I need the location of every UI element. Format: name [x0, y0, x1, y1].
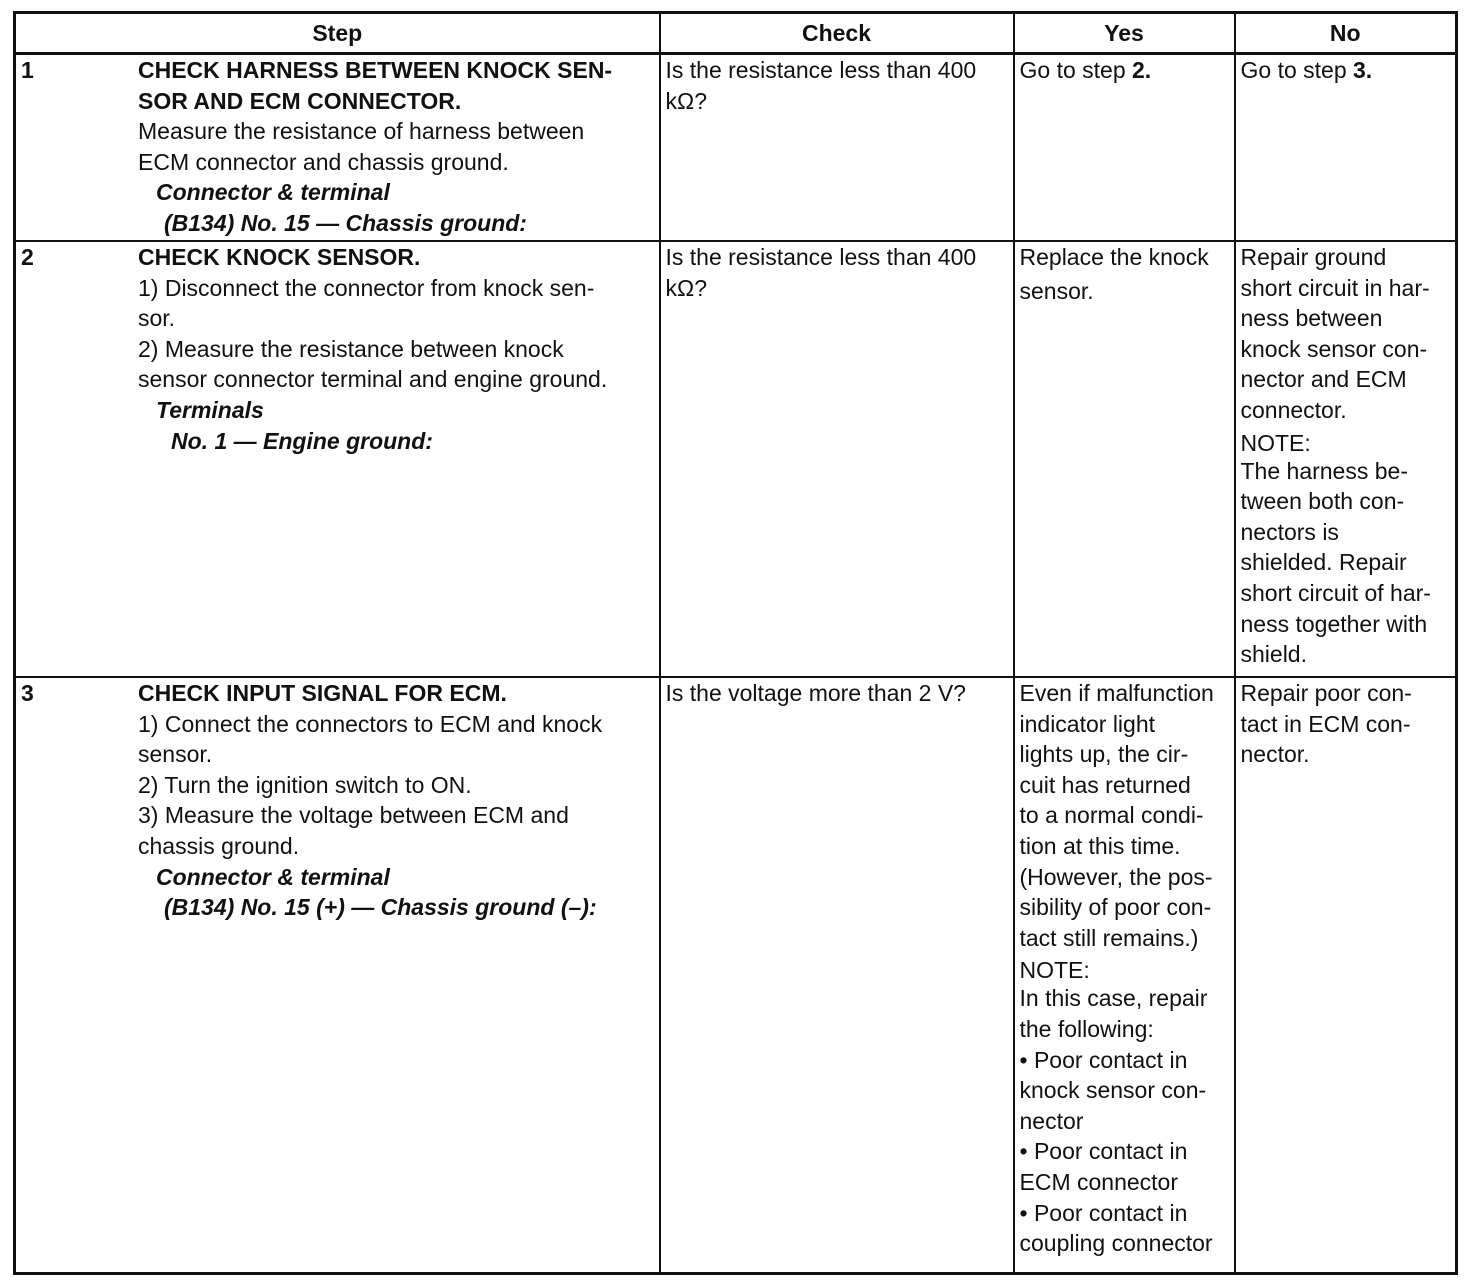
step-line: sor.: [138, 305, 176, 332]
header-step: Step: [15, 13, 660, 54]
step-number: 2: [21, 244, 34, 270]
note-line: coupling connector: [1019, 1230, 1213, 1257]
yes-line: sibility of poor con-: [1019, 894, 1212, 921]
check-line: Is the voltage more than 2 V?: [665, 680, 966, 706]
yes-cell: [1014, 54, 1235, 242]
step-number: 1: [21, 57, 34, 83]
note-line: In this case, repair: [1019, 985, 1208, 1012]
step-title: CHECK INPUT SIGNAL FOR ECM.: [138, 680, 507, 706]
note-label: NOTE:: [1019, 957, 1090, 984]
note-line: ECM connector: [1019, 1168, 1179, 1195]
yes-text: Go to step: [1019, 57, 1133, 83]
check-line: kΩ?: [665, 87, 707, 114]
step-title-cont: SOR AND ECM CONNECTOR.: [138, 87, 462, 114]
no-line: knock sensor con-: [1240, 335, 1428, 362]
yes-step-ref: 2.: [1132, 57, 1152, 83]
check-line: kΩ?: [665, 274, 707, 301]
step-body: [138, 678, 659, 923]
no-line: short circuit in har-: [1240, 274, 1430, 301]
step-line: 1) Disconnect the connector from knock sen-: [138, 274, 595, 301]
note-line: The harness be-: [1240, 457, 1408, 484]
step-line: sensor.: [138, 741, 213, 768]
yes-line: tion at this time.: [1019, 832, 1181, 859]
no-line: ness between: [1240, 305, 1383, 332]
note-line: ness together with: [1240, 610, 1428, 637]
table-row: [15, 54, 1457, 242]
header-no: No: [1235, 13, 1457, 54]
step-line: sensor connector terminal and engine ground.: [138, 366, 608, 393]
no-line: nector and ECM: [1240, 366, 1407, 393]
note-line: shield.: [1240, 641, 1307, 668]
yes-line: to a normal condi-: [1019, 802, 1204, 829]
header-yes: Yes: [1014, 13, 1235, 54]
table-row: [15, 677, 1457, 1274]
spec-label: Connector & terminal: [156, 179, 390, 206]
yes-line: cuit has returned: [1019, 771, 1191, 798]
step-cell: [15, 241, 660, 677]
check-cell: [660, 54, 1014, 242]
step-cell: [15, 54, 660, 242]
note-line: nector: [1019, 1107, 1084, 1134]
header-check: Check: [660, 13, 1014, 54]
note-line: the following:: [1019, 1015, 1154, 1042]
check-cell: [660, 241, 1014, 677]
step-line: Measure the resistance of harness between: [138, 118, 585, 145]
no-line: nector.: [1240, 741, 1310, 768]
bullet-item: • Poor contact in: [1019, 1138, 1188, 1165]
note-body: [1241, 456, 1451, 670]
check-line: Is the resistance less than 400: [665, 244, 977, 270]
no-cell: [1235, 677, 1457, 1274]
step-line: 2) Measure the resistance between knock: [138, 335, 564, 362]
yes-line: lights up, the cir-: [1019, 741, 1189, 768]
table-row: [15, 241, 1457, 677]
yes-line: (However, the pos-: [1019, 863, 1213, 890]
check-cell: [660, 677, 1014, 1274]
diagnostic-table: [13, 11, 1458, 1275]
note-line: nectors is: [1240, 518, 1339, 545]
no-line: connector.: [1240, 396, 1347, 423]
step-line: 2) Turn the ignition switch to ON.: [138, 771, 472, 798]
bullet-item: • Poor contact in: [1019, 1046, 1188, 1073]
spec-label: Connector & terminal: [156, 863, 390, 890]
yes-cell: [1014, 677, 1235, 1274]
step-body: [138, 55, 659, 239]
note-line: knock sensor con-: [1019, 1077, 1207, 1104]
step-title: CHECK HARNESS BETWEEN KNOCK SEN-: [138, 57, 613, 83]
no-line: tact in ECM con-: [1240, 710, 1411, 737]
step-title: CHECK KNOCK SENSOR.: [138, 244, 421, 270]
step-line: 1) Connect the connectors to ECM and knock: [138, 710, 603, 737]
yes-line: Even if malfunction: [1019, 680, 1214, 706]
note-line: short circuit of har-: [1240, 579, 1431, 606]
step-line: ECM connector and chassis ground.: [138, 148, 509, 175]
note-label: NOTE:: [1240, 429, 1311, 456]
step-line: chassis ground.: [138, 832, 300, 859]
yes-line: Replace the knock: [1019, 244, 1209, 270]
step-cell: [15, 677, 660, 1274]
no-step-ref: 3.: [1353, 57, 1373, 83]
yes-line: sensor.: [1019, 277, 1094, 304]
spec-value: (B134) No. 15 (+) — Chassis ground (–):: [164, 894, 597, 921]
no-text: Go to step: [1240, 57, 1354, 83]
check-line: Is the resistance less than 400: [665, 57, 977, 83]
no-cell: [1235, 54, 1457, 242]
step-line: 3) Measure the voltage between ECM and: [138, 802, 569, 829]
no-line: Repair poor con-: [1240, 680, 1412, 706]
yes-line: tact still remains.): [1019, 924, 1199, 951]
note-line: tween both con-: [1240, 488, 1405, 515]
bullet-item: • Poor contact in: [1019, 1199, 1188, 1226]
step-number: 3: [21, 680, 34, 706]
spec-label: Terminals: [156, 396, 264, 423]
spec-value: (B134) No. 15 — Chassis ground:: [164, 209, 527, 236]
yes-cell: [1014, 241, 1235, 677]
yes-line: indicator light: [1019, 710, 1156, 737]
step-body: [138, 242, 659, 456]
no-cell: [1235, 241, 1457, 677]
header-row: [15, 13, 1457, 54]
no-line: Repair ground: [1240, 244, 1387, 270]
spec-value: No. 1 — Engine ground:: [171, 427, 433, 454]
note-line: shielded. Repair: [1240, 549, 1407, 576]
